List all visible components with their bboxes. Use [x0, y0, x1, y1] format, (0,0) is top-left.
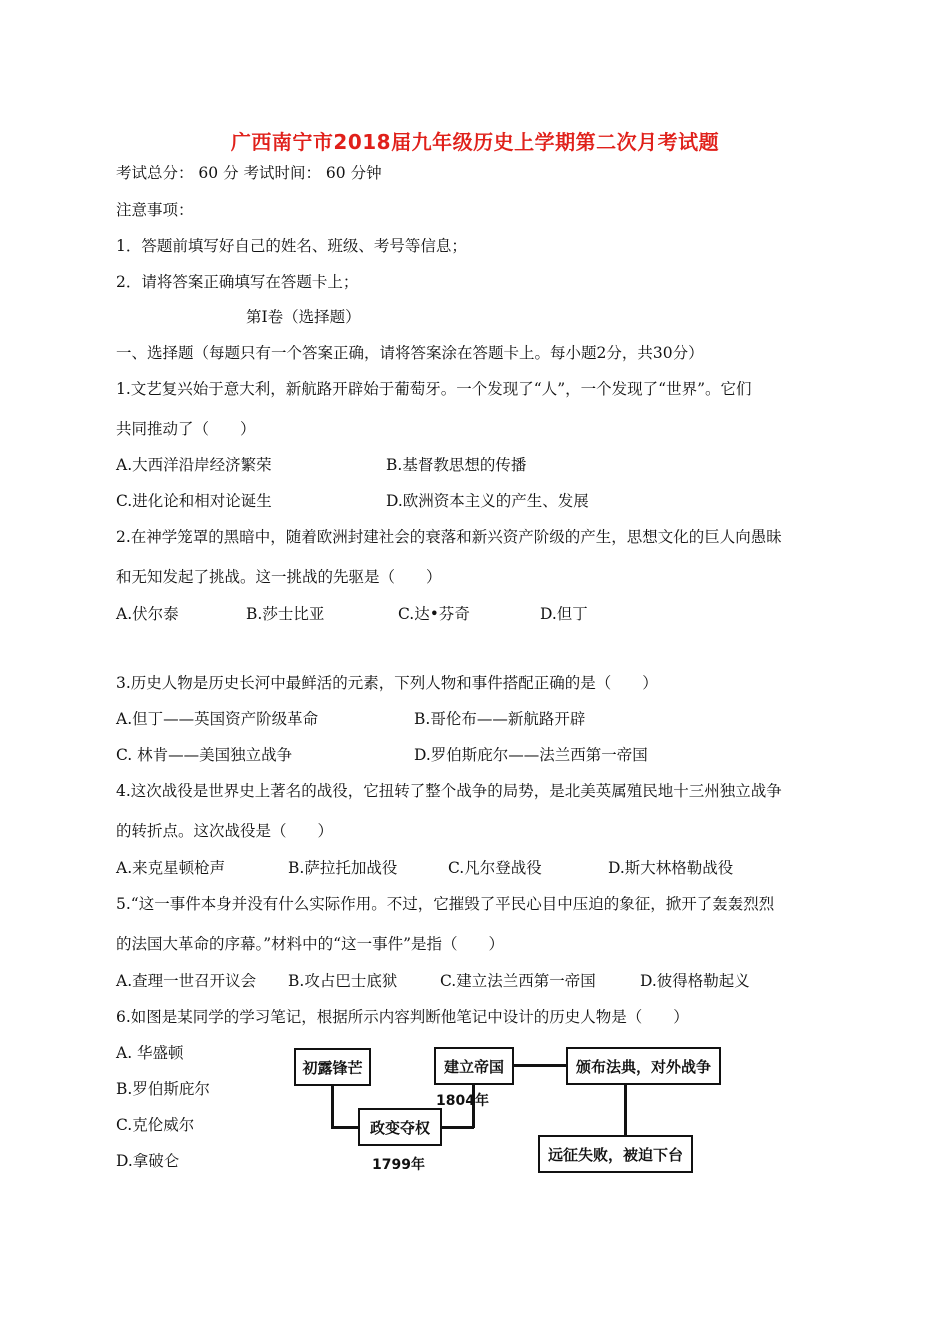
- question-1-stem-line-1: 1.文艺复兴始于意大利，新航路开辟始于葡萄牙。一个发现了“人”，一个发现了“世界”。它们: [116, 380, 752, 398]
- diagram-box-coup: 政变夺权: [358, 1108, 442, 1146]
- diagram-box-empire: 建立帝国: [434, 1047, 514, 1085]
- question-2-option-d: D.但丁: [540, 605, 588, 623]
- question-3-option-a: A.但丁——英国资产阶级革命: [116, 710, 319, 728]
- question-5-stem-line-2: 的法国大革命的序幕。”材料中的“这一事件”是指（ ）: [116, 935, 505, 953]
- connector-line: [512, 1064, 568, 1067]
- diagram-box-debut: 初露锋芒: [294, 1048, 371, 1086]
- connector-line: [624, 1084, 627, 1138]
- question-3-option-b: B.哥伦布——新航路开辟: [414, 710, 586, 728]
- document-title: 广西南宁市2018届九年级历史上学期第二次月考试题: [230, 130, 720, 154]
- diagram-box-code-war: 颁布法典，对外战争: [566, 1047, 721, 1085]
- connector-line: [331, 1084, 334, 1128]
- question-5-option-a: A.查理一世召开议会: [116, 972, 257, 990]
- connector-line: [331, 1126, 361, 1129]
- note-1: 1．答题前填写好自己的姓名、班级、考号等信息；: [116, 237, 467, 255]
- question-6-stem: 6.如图是某同学的学习笔记，根据所示内容判断他笔记中设计的历史人物是（ ）: [116, 1008, 689, 1026]
- question-6-option-a: A. 华盛顿: [116, 1044, 184, 1062]
- question-4-stem-line-1: 4.这次战役是世界史上著名的战役，它扭转了整个战争的局势，是北美英属殖民地十三州独立战争: [116, 782, 782, 800]
- question-2-stem-line-1: 2.在神学笼罩的黑暗中，随着欧洲封建社会的衰落和新兴资产阶级的产生，思想文化的巨人向愚昧: [116, 528, 782, 546]
- question-5-option-b: B.攻占巴士底狱: [288, 972, 398, 990]
- question-2-option-b: B.莎士比亚: [246, 605, 325, 623]
- question-1-option-d: D.欧洲资本主义的产生、发展: [386, 492, 589, 510]
- year-label-1804: 1804年: [436, 1093, 489, 1109]
- question-5-option-d: D.彼得格勒起义: [640, 972, 750, 990]
- note-2: 2．请将答案正确填写在答题卡上；: [116, 273, 359, 291]
- notes-heading: 注意事项：: [116, 201, 194, 219]
- question-2-option-a: A.伏尔泰: [116, 605, 179, 623]
- section-heading: 一、选择题（每题只有一个答案正确，请将答案涂在答题卡上。每小题2分，共30分）: [116, 344, 704, 362]
- question-1-option-b: B.基督教思想的传播: [386, 456, 527, 474]
- question-2-stem-line-2: 和无知发起了挑战。这一挑战的先驱是（ ）: [116, 568, 442, 586]
- question-1-option-a: A.大西洋沿岸经济繁荣: [116, 456, 272, 474]
- question-4-stem-line-2: 的转折点。这次战役是（ ）: [116, 822, 334, 840]
- question-4-option-d: D.斯大林格勒战役: [608, 859, 734, 877]
- question-3-option-d: D.罗伯斯庇尔——法兰西第一帝国: [414, 746, 648, 764]
- question-5-option-c: C.建立法兰西第一帝国: [440, 972, 596, 990]
- question-5-stem-line-1: 5.“这一事件本身并没有什么实际作用。不过，它摧毁了平民心目中压迫的象征，掀开了轰轰烈烈: [116, 895, 775, 913]
- question-6-option-b: B.罗伯斯庇尔: [116, 1080, 210, 1098]
- part-title: 第Ⅰ卷（选择题）: [246, 308, 361, 326]
- question-2-option-c: C.达•芬奇: [398, 605, 470, 623]
- question-4-option-a: A.来克星顿枪声: [116, 859, 226, 877]
- connector-line: [440, 1126, 474, 1129]
- question-6-option-d: D.拿破仑: [116, 1152, 180, 1170]
- question-3-stem: 3.历史人物是历史长河中最鲜活的元素，下列人物和事件搭配正确的是（ ）: [116, 674, 658, 692]
- question-3-option-c: C. 林肯——美国独立战争: [116, 746, 293, 764]
- question-4-option-c: C.凡尔登战役: [448, 859, 542, 877]
- question-6-option-c: C.克伦威尔: [116, 1116, 195, 1134]
- diagram-box-defeat: 远征失败，被迫下台: [538, 1135, 693, 1173]
- question-4-option-b: B.萨拉托加战役: [288, 859, 398, 877]
- year-label-1799: 1799年: [372, 1157, 425, 1173]
- question-1-stem-line-2: 共同推动了（ ）: [116, 420, 256, 438]
- question-1-option-c: C.进化论和相对论诞生: [116, 492, 272, 510]
- exam-info: 考试总分： 60 分 考试时间： 60 分钟: [116, 164, 382, 182]
